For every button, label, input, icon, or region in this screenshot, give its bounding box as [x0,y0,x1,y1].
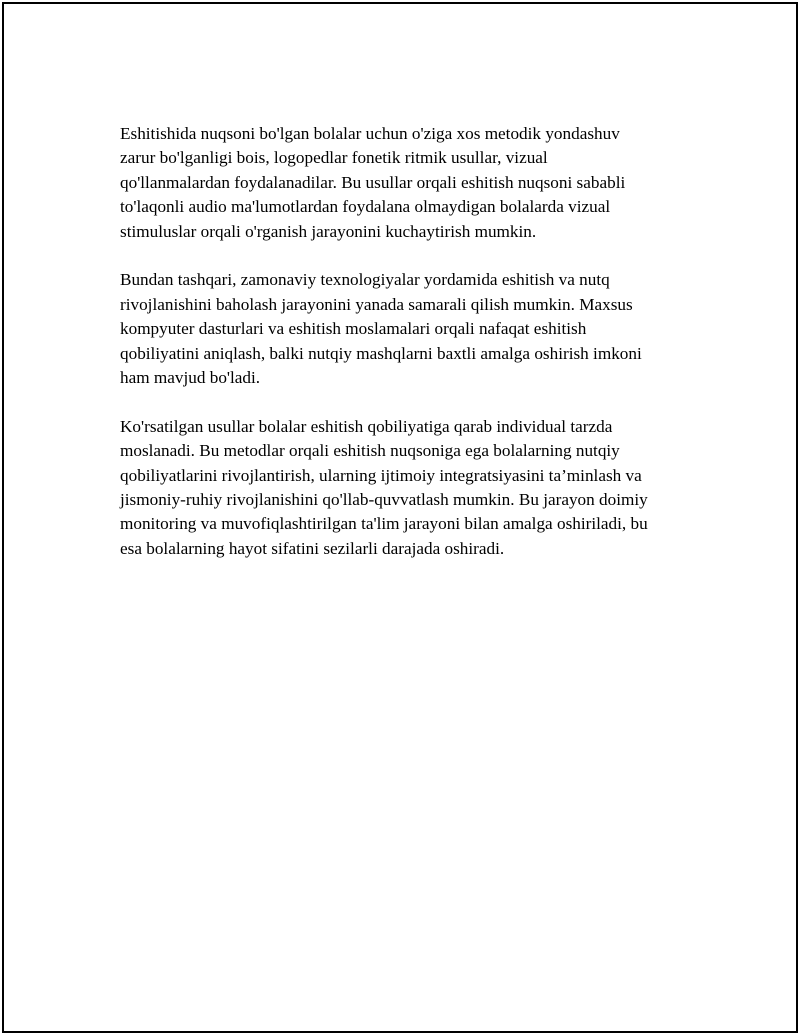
paragraph-1: Eshitishida nuqsoni bo'lgan bolalar uchun o'ziga xos metodik yondashuv zarur bo'lganligi bois, logopedlar fonetik ritmik usullar, vizual qo'llanmalardan foydalanadilar. Bu usullar orqali eshitish nuqsoni sababli to'laqonli audio ma'lumotlardan foydalana olmaydigan bolalarda vizual stimuluslar orqali o'rganish jarayonini kuchaytirish mumkin. [120,124,626,241]
paragraph-3: Ko'rsatilgan usullar bolalar eshitish qobiliyatiga qarab individual tarzda moslanadi. Bu metodlar orqali eshitish nuqsoniga ega bolalarning nutqiy qobiliyatlarini rivojlantirish, ularning ijtimoiy integratsiyasini ta’minlash va jismoniy-ruhiy rivojlanishini qo'llab-quvvatlash mumkin. Bu jarayon doimiy monitoring va muvofiqlashtirilgan ta'lim jarayoni bilan amalga oshiriladi, bu esa bolalarning hayot sifatini sezilarli darajada oshiradi. [120,416,648,558]
paragraph-2: Bundan tashqari, zamonaviy texnologiyalar yordamida eshitish va nutq rivojlanishini baholash jarayonini yanada samarali qilish mumkin. Maxsus kompyuter dasturlari va eshitish moslamalari orqali nafaqat eshitish qobiliyatini aniqlash, balki nutqiy mashqlarni baxtli amalga oshirish imkoni ham mavjud bo'ladi. [120,270,642,388]
page-border [2,2,798,1033]
document-body [120,122,700,586]
